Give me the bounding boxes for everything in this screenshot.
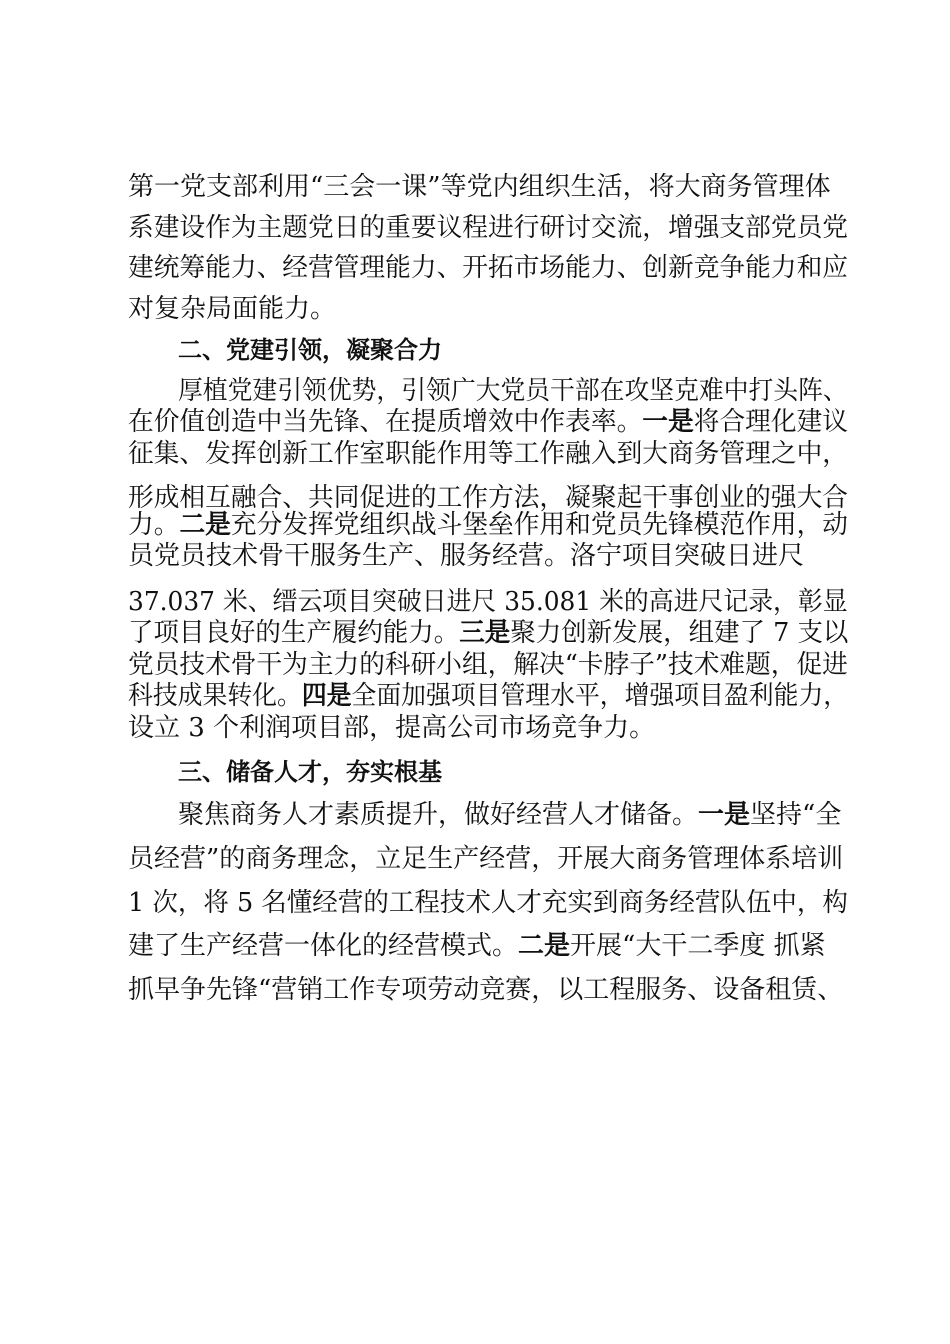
text-run: 在价值创造中当先锋、在提质增效中作表率。	[128, 407, 643, 437]
text-run: 科技成果转化。	[128, 681, 302, 711]
paragraph-line: 征集、发挥创新工作室职能作用等工作融入到大商务管理之中，	[128, 439, 849, 469]
paragraph-line	[128, 405, 848, 439]
emphasis-marker: 二是	[179, 510, 231, 540]
paragraph-line: 系建设作为主题党日的重要议程进行研讨交流，增强支部党员党	[128, 213, 849, 243]
paragraph-line: 37.037 米、缙云项目突破日进尺 35.081 米的高进尺记录，彰显	[128, 587, 848, 617]
emphasis-marker: 三是	[459, 618, 511, 648]
paragraph-line	[128, 679, 848, 713]
paragraph-line: 设立 3 个利润项目部，提高公司市场竞争力。	[128, 713, 656, 743]
emphasis-marker: 二是	[518, 931, 571, 961]
text-run: 充分发挥党组织战斗堡垒作用和党员先锋模范作用，动	[230, 510, 849, 540]
text-run: 聚焦商务人才素质提升，做好经营人才储备。	[178, 800, 699, 830]
text-run: 力。	[128, 510, 180, 540]
paragraph-line: 抓早争先锋“营销工作专项劳动竞赛，以工程服务、设备租赁、	[128, 975, 844, 1005]
paragraph-line: 形成相互融合、共同促进的工作方法，凝聚起干事创业的强大合	[128, 483, 849, 513]
paragraph-line: 厚植党建引领优势，引领广大党员干部在攻坚克难中打头阵、	[178, 376, 848, 406]
section-heading: 二、党建引领，凝聚合力	[178, 336, 442, 364]
paragraph-line	[128, 616, 848, 650]
text-run: 坚持“全	[750, 800, 842, 830]
paragraph-line: 员党员技术骨干服务生产、服务经营。洛宁项目突破日进尺	[128, 541, 805, 571]
paragraph-line	[178, 798, 841, 832]
text-run: 全面加强项目管理水平，增强项目盈利能力，	[351, 681, 849, 711]
paragraph-line: 第一党支部利用“三会一课”等党内组织生活，将大商务管理体	[128, 172, 831, 202]
paragraph-line	[128, 929, 826, 963]
text-run: 聚力创新发展，组建了 7 支以	[510, 618, 849, 648]
paragraph-line: 1 次，将 5 名懂经营的工程技术人才充实到商务经营队伍中，构	[128, 888, 848, 918]
section-heading: 三、储备人才，夯实根基	[178, 758, 442, 786]
text-run: 建了生产经营一体化的经营模式。	[128, 931, 519, 961]
emphasis-marker: 一是	[698, 800, 751, 830]
paragraph-line: 党员技术骨干为主力的科研小组，解决“卡脖子”技术难题，促进	[128, 650, 848, 680]
text-run: 开展“大干二季度 抓紧	[570, 931, 826, 961]
paragraph-line: 对复杂局面能力。	[128, 294, 337, 324]
text-run: 了项目良好的生产履约能力。	[128, 618, 460, 648]
paragraph-line: 建统筹能力、经营管理能力、开拓市场能力、创新竞争能力和应	[128, 253, 849, 283]
paragraph-line	[128, 508, 848, 542]
emphasis-marker: 四是	[301, 681, 352, 711]
paragraph-line: 员经营”的商务理念，立足生产经营，开展大商务管理体系培训	[128, 844, 844, 874]
emphasis-marker: 一是	[642, 407, 694, 437]
text-run: 将合理化建议	[693, 407, 849, 437]
